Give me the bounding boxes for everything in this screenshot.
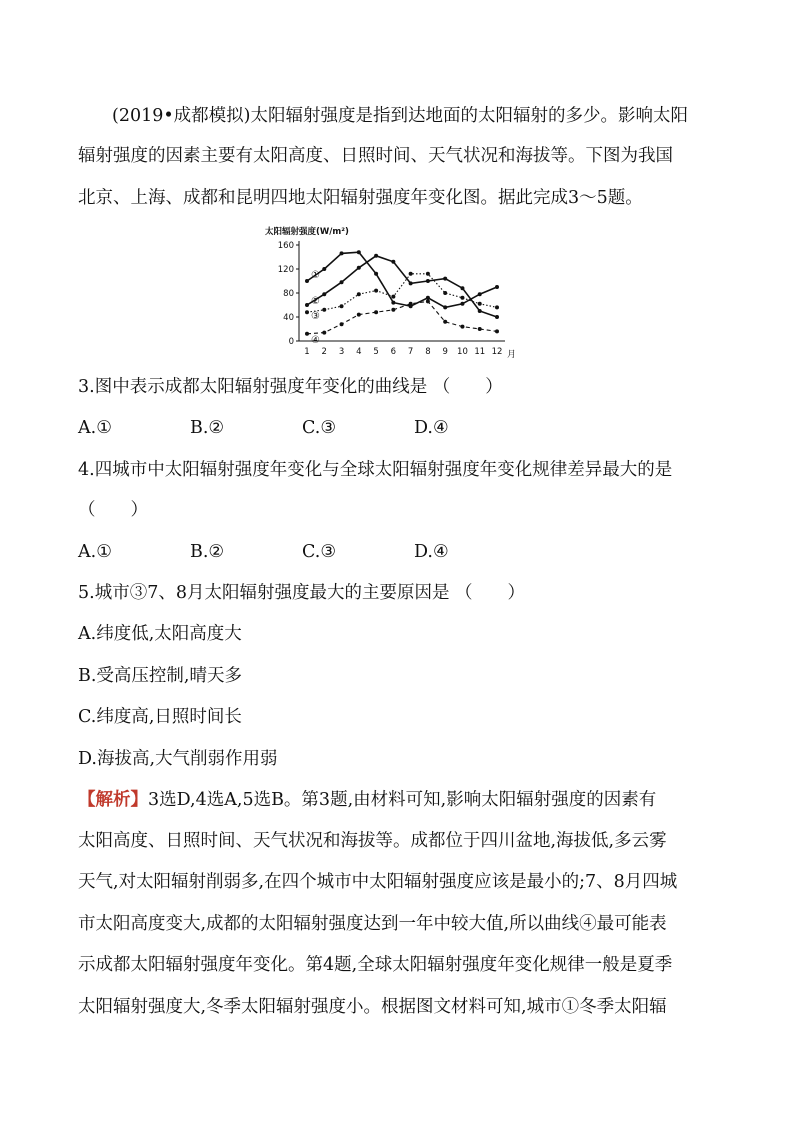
analysis-line-1 [78,788,656,812]
series-2-point [443,277,447,281]
x-tick-label: 8 [425,347,431,357]
x-tick-label: 2 [321,347,327,357]
series-2-point [357,266,361,270]
q4-option-c[interactable]: C.③ [302,542,337,562]
chart-xticks [304,347,502,357]
series-3-point [443,291,447,295]
q3-option-b[interactable]: B.② [190,418,225,438]
x-tick-label: 10 [457,347,468,357]
series-4-point [460,325,464,329]
chart-series [305,250,499,336]
series-2-point [426,279,430,283]
analysis-line-5: 示成都太阳辐射强度年变化。第4题,全球太阳辐射强度年变化规律一般是夏季 [78,955,673,975]
series-line-4 [307,301,497,333]
x-tick-label: 7 [407,347,414,357]
series-4-point [322,331,326,335]
series-label-2: ② [311,296,320,307]
x-tick-label: 3 [338,347,345,357]
series-2-point [495,315,499,319]
series-1-point [495,285,499,289]
series-4-point [340,322,344,326]
series-3-point [495,305,499,309]
series-2-point [340,280,344,284]
q4-option-d[interactable]: D.④ [414,542,449,562]
q5-option-c[interactable]: C.纬度高,日照时间长 [78,707,242,727]
q5-stem: 5.城市③7、8月太阳辐射强度最大的主要原因是 （ ） [78,583,526,603]
series-1-point [478,292,482,296]
series-1-point [426,296,430,300]
series-3-point [374,289,378,293]
series-4-point [443,320,447,324]
series-4-point [374,310,378,314]
series-1-point [374,272,378,276]
series-1-point [322,267,326,271]
q3-option-c[interactable]: C.③ [302,418,337,438]
series-label-3: ③ [311,311,320,323]
x-tick-label: 9 [442,347,448,357]
intro-line-3: 北京、上海、成都和昆明四地太阳辐射强度年变化图。据此完成3～5题。 [78,188,643,208]
analysis-line-6: 太阳辐射强度大,冬季太阳辐射强度小。根据图文材料可知,城市①冬季太阳辐 [78,997,667,1017]
series-2-point [409,281,413,285]
series-1-point [443,305,447,309]
intro-line-2: 辐射强度的因素主要有太阳高度、日照时间、天气状况和海拔等。下图为我国 [78,146,673,166]
chart-xlabel: 月 [507,350,517,360]
x-tick-label: 1 [304,347,310,357]
q5-option-b[interactable]: B.受高压控制,晴天多 [78,666,242,686]
series-4-point [495,329,499,333]
analysis-line-1-text: 3选D,4选A,5选B。第3题,由材料可知,影响太阳辐射强度的因素有 [148,790,657,810]
series-3-point [460,296,464,300]
series-3-point [478,302,482,306]
analysis-line-4: 市太阳高度变大,成都的太阳辐射强度达到一年中较大值,所以曲线④最可能表 [78,914,667,934]
series-3-point [391,295,395,299]
q4-blank: （ ） [78,500,148,520]
series-4-point [357,313,361,317]
q4-option-b[interactable]: B.② [190,542,225,562]
series-3-point [322,308,326,312]
series-3-point [340,304,344,308]
x-tick-label: 6 [390,347,397,357]
y-tick-label: 40 [283,313,294,323]
series-label-4: ④ [311,334,320,346]
series-4-point [305,332,309,336]
y-tick-label: 120 [277,265,294,275]
q3-stem: 3.图中表示成都太阳辐射强度年变化的曲线是 （ ） [78,377,503,397]
series-3-point [426,272,430,276]
y-tick-label: 160 [277,241,294,251]
series-3-point [305,310,309,314]
q3-option-d[interactable]: D.④ [414,418,449,438]
q4-options [78,540,526,564]
analysis-line-3: 天气,对太阳辐射削弱多,在四个城市中太阳辐射强度应该是最小的;7、8月四城 [78,872,678,892]
q4-stem: 4.四城市中太阳辐射强度年变化与全球太阳辐射强度年变化规律差异最大的是 [78,460,673,480]
y-tick-label: 0 [288,337,294,347]
series-2-point [460,286,464,290]
series-4-point [478,327,482,331]
series-1-point [391,301,395,305]
q4-option-a[interactable]: A.① [78,542,112,562]
series-4-point [391,308,395,312]
solar-radiation-chart [265,224,545,364]
series-1-point [340,251,344,255]
x-tick-label: 12 [491,347,503,357]
q5-option-a[interactable]: A.纬度低,太阳高度大 [78,624,242,644]
series-4-point [409,302,413,306]
q3-option-a[interactable]: A.① [78,418,112,438]
series-4-point [426,299,430,303]
chart-series-labels [311,270,320,346]
analysis-tag: 【解析】 [78,790,148,810]
x-tick-label: 11 [474,347,486,357]
series-1-point [305,279,309,283]
series-2-point [374,254,378,258]
x-tick-label: 5 [373,347,379,357]
series-3-point [357,292,361,296]
x-tick-label: 4 [356,347,362,357]
q3-options [78,416,526,440]
chart-yticks [278,241,299,347]
series-line-1 [307,252,497,307]
series-1-point [460,302,464,306]
series-2-point [478,309,482,313]
series-label-1: ① [311,270,320,281]
chart-ylabel: 太阳辐射强度(W/m²) [265,227,349,237]
series-1-point [357,250,361,254]
series-3-point [409,272,413,276]
series-2-point [391,260,395,264]
series-2-point [322,292,326,296]
series-2-point [305,303,309,307]
intro-line-1: (2019•成都模拟)太阳辐射强度是指到达地面的太阳辐射的多少。影响太阳 [112,106,689,126]
q5-option-d[interactable]: D.海拔高,大气削弱作用弱 [78,749,278,769]
y-tick-label: 80 [283,289,294,299]
analysis-line-2: 太阳高度、日照时间、天气状况和海拔等。成都位于四川盆地,海拔低,多云雾 [78,831,667,851]
